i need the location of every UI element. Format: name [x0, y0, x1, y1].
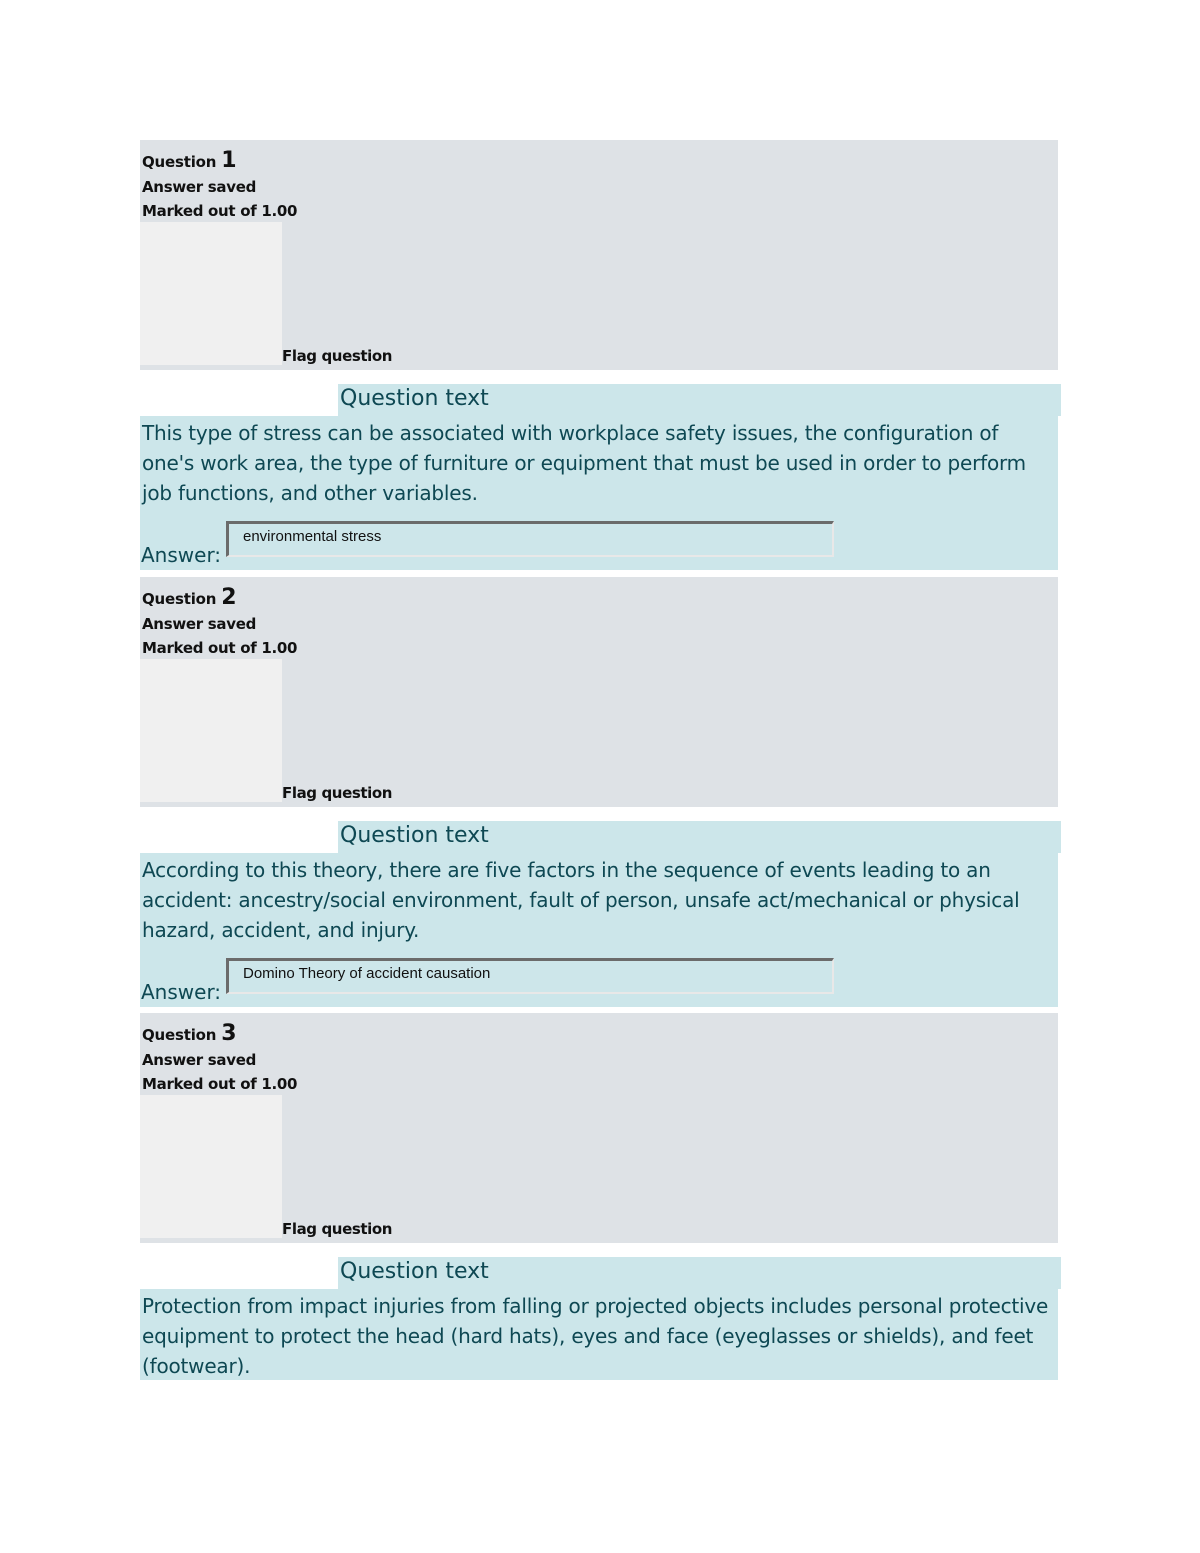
question-info — [140, 1013, 1058, 1243]
question-content — [140, 416, 1058, 570]
answer-state: Answer saved — [142, 615, 257, 633]
flag-icon[interactable] — [140, 1095, 282, 1238]
answer-label: Answer: — [141, 543, 222, 567]
question-info — [140, 140, 1058, 370]
flag-icon[interactable] — [140, 659, 282, 802]
question-text: According to this theory, there are five factors in the sequence of events leading to an accident: ancestry/social environment, fault of person, unsafe act/mechanical or physical hazard, accident, and injury. — [142, 858, 1020, 942]
grade-info: Marked out of 1.00 — [142, 639, 298, 657]
question-text: This type of stress can be associated with workplace safety issues, the configuration of one's work area, the type of furniture or equipment that must be used in order to perform job functions, and other variables. — [142, 421, 1026, 505]
answer-state: Answer saved — [142, 1051, 257, 1069]
grade-info: Marked out of 1.00 — [142, 202, 298, 220]
answer-label: Answer: — [141, 980, 222, 1004]
flag-question-link[interactable]: Flag question — [282, 347, 393, 365]
answer-input[interactable]: environmental stress — [226, 521, 834, 557]
question-content — [140, 853, 1058, 1007]
question-number: Question 1 — [142, 148, 237, 173]
flag-question-link[interactable]: Flag question — [282, 784, 393, 802]
question-text-heading: Question text — [338, 821, 1061, 853]
question-info — [140, 577, 1058, 807]
flag-icon[interactable] — [140, 222, 282, 365]
answer-input[interactable]: Domino Theory of accident causation — [226, 958, 834, 994]
question-number: Question 3 — [142, 1021, 237, 1046]
question-content — [140, 1289, 1058, 1380]
flag-question-link[interactable]: Flag question — [282, 1220, 393, 1238]
question-number: Question 2 — [142, 585, 237, 610]
question-text-heading: Question text — [338, 384, 1061, 416]
answer-state: Answer saved — [142, 178, 257, 196]
grade-info: Marked out of 1.00 — [142, 1075, 298, 1093]
question-text: Protection from impact injuries from falling or projected objects includes personal protective equipment to protect the head (hard hats), eyes and face (eyeglasses or shields), and feet (footwear). — [142, 1294, 1049, 1378]
question-text-heading: Question text — [338, 1257, 1061, 1289]
